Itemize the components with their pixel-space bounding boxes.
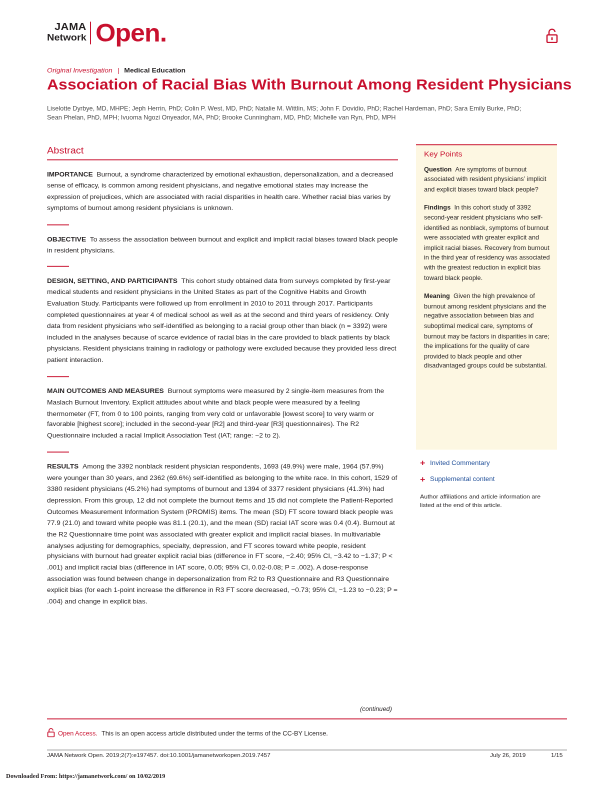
abstract-heading: Abstract <box>47 146 84 157</box>
citation: JAMA Network Open. 2019;2(7):e197457. doi:10.1001/jamanetworkopen.2019.7457 <box>47 753 271 759</box>
abstract-outcomes: MAIN OUTCOMES AND MEASURES Burnout symptoms were measured by 2 single-item measures from the Maslach Burnout Inventory. Explicit attitudes about white and black people were measured by a feeling thermometer (FT, from 0 to 100 points, ranging from very cold or unfavorable [lowest score] to very warm or favorable [highest score]; included in the second-year [R2] and third-year [R3] questionnaires). The R2 Questionnaire included a racial Implicit Association Test (IAT; range: −2 to 2). <box>47 388 385 440</box>
open-access-note <box>47 728 328 739</box>
author-list <box>47 105 567 123</box>
key-points-heading: Key Points <box>424 149 463 159</box>
plus-icon: + <box>420 458 426 468</box>
plus-icon: + <box>420 474 426 484</box>
key-points-meaning: Meaning Given the high prevalence of burnout among resident physicians and the negative association between bias and suboptimal medical care, symptoms of burnout may be factors in disparities in care; the implications for the quality of care provided to black people and other disadvantaged groups could be substantial. <box>424 293 550 370</box>
invited-commentary-label: Invited Commentary <box>430 459 490 467</box>
abstract-body <box>47 170 398 618</box>
abstract-results: RESULTS Among the 3392 nonblack resident physician respondents, 1693 (49.9%) were male, 1964 (57.9%) were younger than 30 years, and 2362 (69.6%) self-identified as belonging to the white race. In this cohort, 1529 of 3380 resident physicians (45.2%) had symptoms of burnout and 1394 of 3377 resident physicians (41.3%) had depression. From this group, 12 did not complete the burnout items and 15 did not complete the Patient-Reported Outcomes Measurement Information System (PROMIS) items. The mean (SD) FT score toward black people was 77.9 (21.0) and toward white people was 81.1 (20.1), and the mean (SD) racial IAT score was 0.4 (0.4). Burnout at the R2 Questionnaire time point was associated with greater explicit and implicit racial biases. In multivariable analyses adjusting for demographics, specialty, depression, and FT scores toward white people, resident physicians with burnout had greater explicit racial bias (difference in FT score, −2.40; 95% CI, −3.42 to −1.37; P < .001) and implicit racial bias (difference in IAT score, 0.05; 95% CI, 0.02-0.08; P = .002). A dose-response association was found between change in depersonalization from R2 to R3 Questionnaire and R3 Questionnaire explicit bias (for each 1-point increase the difference in R3 FT score decreased, −0.73; 95% CI, −1.23 to −0.23; P = .004) and change in explicit bias. <box>47 464 398 606</box>
author-affiliations-note: Author affiliations and article information are listed at the end of this article. <box>420 494 541 510</box>
key-points-question: Question Are symptoms of burnout associated with resident physicians’ implicit and explicit biases toward black people? <box>424 166 547 194</box>
key-points <box>424 150 554 381</box>
invited-commentary-link[interactable] <box>420 458 490 467</box>
key-points-rule <box>416 144 557 145</box>
footer-divider <box>47 750 567 751</box>
supplemental-content-label: Supplemental content <box>430 475 495 483</box>
abstract-design: DESIGN, SETTING, AND PARTICIPANTS This cohort study obtained data from surveys completed by first-year medical students and resident physicians in the United States as part of the Cognitive Habits and Growth Evaluation Study. Participants were followed up from enrollment in 2010 to 2011 through 2017. Participants completed questionnaires at year 4 of medical school as well as at the second and third years of residency. Only data from resident physicians who self-identified as belonging to a racial group other than black (n = 3392) were included in the analyses because of scarce evidence of racial bias in the care provided to black patients by black physicians. Resident physicians training in radiology or pathology were excluded because they provided less direct patient interaction. <box>47 278 397 364</box>
continued-note: (continued) <box>360 706 392 713</box>
section-type[interactable]: Original Investigation <box>47 67 113 75</box>
authors-line-1: Liselotte Dyrbye, MD, MHPE; Jeph Herrin, PhD; Colin P. West, MD, PhD; Natalie M. Wittlin, MS; John F. Dovidio, PhD; Rachel Hardeman, PhD; Sara Emily Burke, PhD; <box>47 105 522 113</box>
open-access-lock-icon <box>47 728 55 739</box>
open-access-text: This is an open access article distributed under the terms of the CC-BY License. <box>101 730 328 737</box>
section-divider <box>47 224 69 225</box>
supplemental-content-link[interactable] <box>420 474 495 483</box>
key-points-findings: Findings In this cohort study of 3392 second-year resident physicians who self-identified as nonblack, symptoms of burnout were associated with greater explicit and implicit racial biases. Recovery from burnout in the third year of residency was associated with the greatest reduction in explicit bias toward black people. <box>424 204 550 282</box>
abstract-importance: IMPORTANCE Burnout, a syndrome characterized by emotional exhaustion, depersonalization, and a decreased sense of efficacy, is common among resident physicians, and negative emotional states may increase the expression of prejudices, which are associated with racial disparities in health care. Whether racial bias varies by symptoms of burnout among resident physicians is unknown. <box>47 171 394 212</box>
open-lock-icon <box>546 28 558 48</box>
section-divider <box>47 376 69 377</box>
section-subject[interactable]: Medical Education <box>124 67 186 75</box>
abstract-rule <box>47 159 398 160</box>
section-separator: | <box>117 67 120 75</box>
logo-network: Network <box>47 32 87 44</box>
article-title: Association of Racial Bias With Burnout Among Resident Physicians <box>47 77 572 94</box>
abstract-objective: OBJECTIVE To assess the association between burnout and explicit and implicit racial biases toward black people in resident physicians. <box>47 236 398 255</box>
publication-date: July 26, 2019 <box>490 753 526 759</box>
authors-line-2: Sean Phelan, PhD, MPH; Ivuoma Ngozi Onyeador, MA, PhD; Brooke Cunningham, MD, PhD; Michelle van Ryn, PhD, MPH <box>47 114 396 122</box>
page-number: 1/15 <box>551 753 563 759</box>
section-divider <box>47 266 69 267</box>
logo-jama: JAMA <box>54 21 87 33</box>
download-stamp: Downloaded From: https://jamanetwork.com/ on 10/02/2019 <box>6 773 166 780</box>
logo-divider <box>90 22 91 45</box>
jama-network-open-logo[interactable] <box>47 18 167 48</box>
section-label <box>47 68 186 75</box>
footer-rule <box>47 718 567 719</box>
section-divider <box>47 452 69 453</box>
logo-open: Open. <box>95 18 167 48</box>
open-access-label[interactable]: Open Access. <box>58 730 98 737</box>
